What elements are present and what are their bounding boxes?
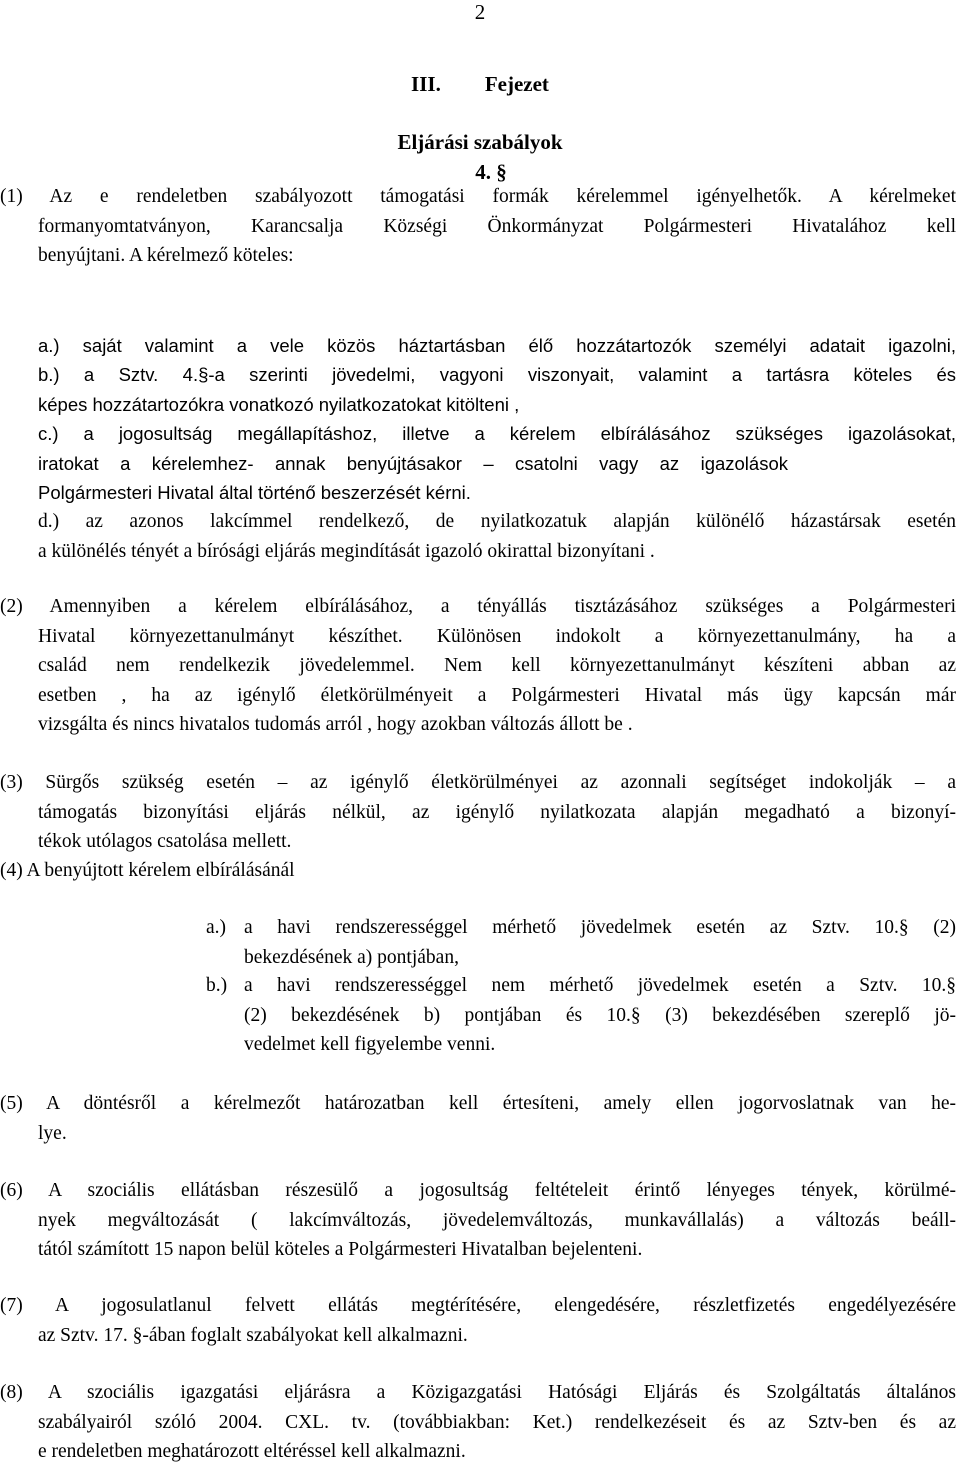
sub-item-text: a havi rendszerességgel mérhető jövedelmek esetén az Sztv. 10.§ (2) xyxy=(244,917,956,938)
paragraph-line: (6) A szociális ellátásban részesülő a jogosultság feltételeit érintő lényeges tények, körülmé- xyxy=(0,1180,956,1201)
list-item-b xyxy=(38,360,956,419)
paragraph-line: Hivatal környezettanulmányt készíthet. Különösen indokolt a környezettanulmány, ha a xyxy=(38,625,956,647)
paragraph-line: e rendeletben meghatározott eltéréssel kell alkalmazni. xyxy=(38,1441,466,1463)
paragraph-line: benyújtani. A kérelmező köteles: xyxy=(38,245,294,267)
paragraph-line: lye. xyxy=(38,1122,67,1144)
list-item-a xyxy=(38,331,956,361)
paragraph-line: (7) A jogosulatlanul felvett ellátás megtérítésére, elengedésére, részletfizetés engedélyezésére xyxy=(0,1295,956,1316)
list-item-text: iratokat a kérelemhez- annak benyújtásakor – csatolni vagy az igazolások xyxy=(38,452,788,474)
paragraph-line: (2) Amennyiben a kérelem elbírálásához, a tényállás tisztázásához szükséges a Polgármesteri xyxy=(0,596,956,617)
sub-item-label: b.) xyxy=(206,975,228,996)
paragraph-4 xyxy=(0,856,956,886)
sub-item-label: a.) xyxy=(206,917,227,938)
paragraph-line: (3) Sürgős szükség esetén – az igénylő életkörülményei az azonnali segítséget indokolják – a xyxy=(0,772,956,793)
chapter-heading xyxy=(0,70,960,98)
sub-item-text: a havi rendszerességgel nem mérhető jövedelmek esetén a Sztv. 10.§ xyxy=(244,975,956,996)
page-number: 2 xyxy=(474,0,486,24)
paragraph-line: esetben , ha az igénylő életkörülményeit a Polgármesteri Hivatal más ügy kapcsán már xyxy=(38,684,956,706)
paragraph-line: család nem rendelkezik jövedelemmel. Nem kell környezettanulmányt készíteni abban az xyxy=(38,655,956,677)
paragraph-3 xyxy=(0,768,956,857)
paragraph-line: (1) Az e rendeletben szabályozott támogatási formák kérelemmel igényelhetők. A kérelmeket xyxy=(0,186,956,207)
chapter-number: III. xyxy=(411,72,441,96)
list-item-text: Polgármesteri Hivatal által történő beszerzését kérni. xyxy=(38,482,471,504)
list-item-text: d.) az azonos lakcímmel rendelkező, de nyilatkozatuk alapján különélő házastársak esetén xyxy=(38,511,956,532)
paragraph-5 xyxy=(0,1089,956,1148)
list-item-text: b.) a Sztv. 4.§-a szerinti jövedelmi, vagyoni viszonyait, valamint a tartásra köteles és xyxy=(38,364,956,385)
paragraph-line: tékok utólagos csatolása mellett. xyxy=(38,831,292,853)
paragraph-2 xyxy=(0,592,956,740)
document-title: Eljárási szabályok xyxy=(397,130,563,154)
paragraph-line: az Sztv. 17. §-ában foglalt szabályokat kell alkalmazni. xyxy=(38,1324,468,1346)
paragraph-7 xyxy=(0,1291,956,1350)
paragraph-line: vizsgálta és nincs hivatalos tudomás arról , hogy azokban változás állott be . xyxy=(38,714,633,736)
list-item-text: a különélés tényét a bírósági eljárás megindítását igazoló okirattal bizonyítani . xyxy=(38,540,655,562)
paragraph-line: (5) A döntésről a kérelmezőt határozatban kell értesíteni, amely ellen jogorvoslatnak van he- xyxy=(0,1093,956,1114)
paragraph-1 xyxy=(0,182,956,271)
paragraph-line: nyek megváltozását ( lakcímváltozás, jövedelemváltozás, munkavállalás) a változás beáll- xyxy=(38,1209,956,1231)
paragraph-line: tától számított 15 napon belül köteles a Polgármesteri Hivatalban bejelenteni. xyxy=(38,1239,643,1261)
list-item-c xyxy=(38,419,956,508)
paragraph-line: szabályairól szóló 2004. CXL. tv. (továbbiakban: Ket.) rendelkezéseit és az Sztv-ben és az xyxy=(38,1411,956,1433)
sub-item-text: (2) bekezdésének b) pontjában és 10.§ (3) bekezdésében szereplő jö- xyxy=(244,1004,956,1026)
list-item-text: képes hozzátartozókra vonatkozó nyilatkozatokat kitölteni , xyxy=(38,393,520,415)
paragraph-6 xyxy=(0,1176,956,1265)
paragraph-line: formanyomtatványon, Karancsalja Községi Önkormányzat Polgármesteri Hivatalához kell xyxy=(38,215,956,237)
list-item-text: c.) a jogosultság megállapításhoz, illetve a kérelem elbírálásához szükséges igazolásokat, xyxy=(38,423,956,444)
sub-item-text: vedelmet kell figyelembe venni. xyxy=(244,1034,496,1056)
list-item-d xyxy=(38,507,956,566)
paragraph-line: (8) A szociális igazgatási eljárásra a Közigazgatási Hatósági Eljárás és Szolgáltatás általános xyxy=(0,1382,956,1403)
section-number: 4. § xyxy=(475,160,507,184)
paragraph-8 xyxy=(0,1378,956,1467)
paragraph-line: (4) A benyújtott kérelem elbírálásánál xyxy=(0,860,295,881)
paragraph-line: támogatás bizonyítási eljárás nélkül, az igénylő nyilatkozata alapján megadható a bizonyí- xyxy=(38,801,956,823)
list-item-text: a.) saját valamint a vele közös háztartásban élő hozzátartozók személyi adatait igazolni, xyxy=(38,335,956,356)
sub-item-text: bekezdésének a) pontjában, xyxy=(244,946,459,968)
chapter-label: Fejezet xyxy=(484,72,549,96)
